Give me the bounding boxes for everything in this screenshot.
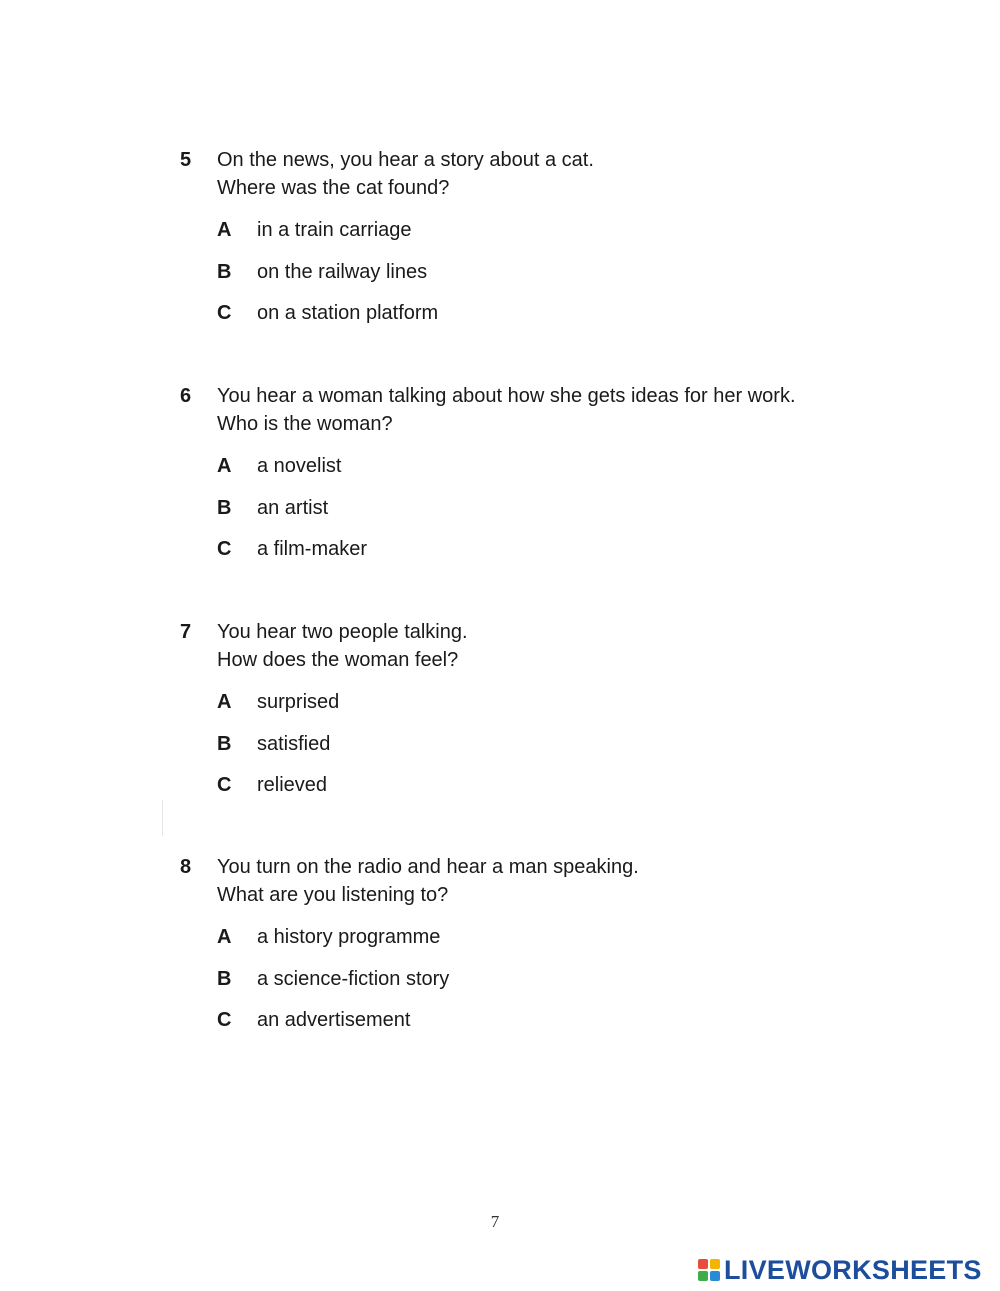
question-prompt [217,618,468,674]
logo-block [698,1259,708,1269]
question-line: What are you listening to? [217,884,449,906]
question-line: On the news, you hear a story about a cat. [217,149,594,171]
question-line: You hear two people talking. [217,621,468,643]
option-letter: A [217,219,232,241]
question-line: You hear a woman talking about how she gets ideas for her work. [217,385,796,407]
logo-block [698,1271,708,1281]
option-text: a science-fiction story [257,967,450,990]
question-number: 7 [180,621,192,643]
question-5 [180,146,900,324]
option-text: a history programme [257,926,441,948]
option-letter: A [217,691,232,713]
option-text: relieved [257,774,328,796]
question-number: 5 [180,149,192,171]
option-text: on a station platform [257,302,439,324]
option-letter: C [217,1009,232,1031]
logo-text: LIVEWORKSHEETS [724,1254,982,1285]
question-line: Where was the cat found? [217,177,450,199]
question-number: 6 [180,385,192,407]
option-letter: C [217,302,232,324]
liveworksheets-logo[interactable] [698,1255,982,1285]
question-prompt [217,382,796,438]
option-letter: B [217,967,232,990]
question-line: Who is the woman? [217,413,393,435]
option-letter: B [217,496,232,519]
question-line: You turn on the radio and hear a man speaking. [217,856,639,878]
scan-mark [162,800,163,836]
question-number: 8 [180,856,192,878]
option-text: on the railway lines [257,260,428,283]
question-prompt [217,853,639,909]
question-6 [180,382,900,560]
question-prompt [217,146,594,202]
option-text: satisfied [257,732,331,755]
option-letter: C [217,774,232,796]
page-number: 7 [490,1212,500,1231]
logo-blocks-icon [698,1259,720,1281]
logo-block [710,1259,720,1269]
question-8 [180,853,900,1031]
option-letter: C [217,538,232,560]
question-7 [180,618,900,796]
option-text: in a train carriage [257,219,412,241]
option-letter: B [217,260,232,283]
option-text: a novelist [257,455,342,477]
option-letter: A [217,455,232,477]
question-line: How does the woman feel? [217,649,459,671]
option-text: surprised [257,691,340,713]
option-letter: B [217,732,232,755]
option-text: an advertisement [257,1009,411,1031]
option-text: an artist [257,496,329,519]
option-text: a film-maker [257,538,368,560]
option-letter: A [217,926,232,948]
logo-block [710,1271,720,1281]
